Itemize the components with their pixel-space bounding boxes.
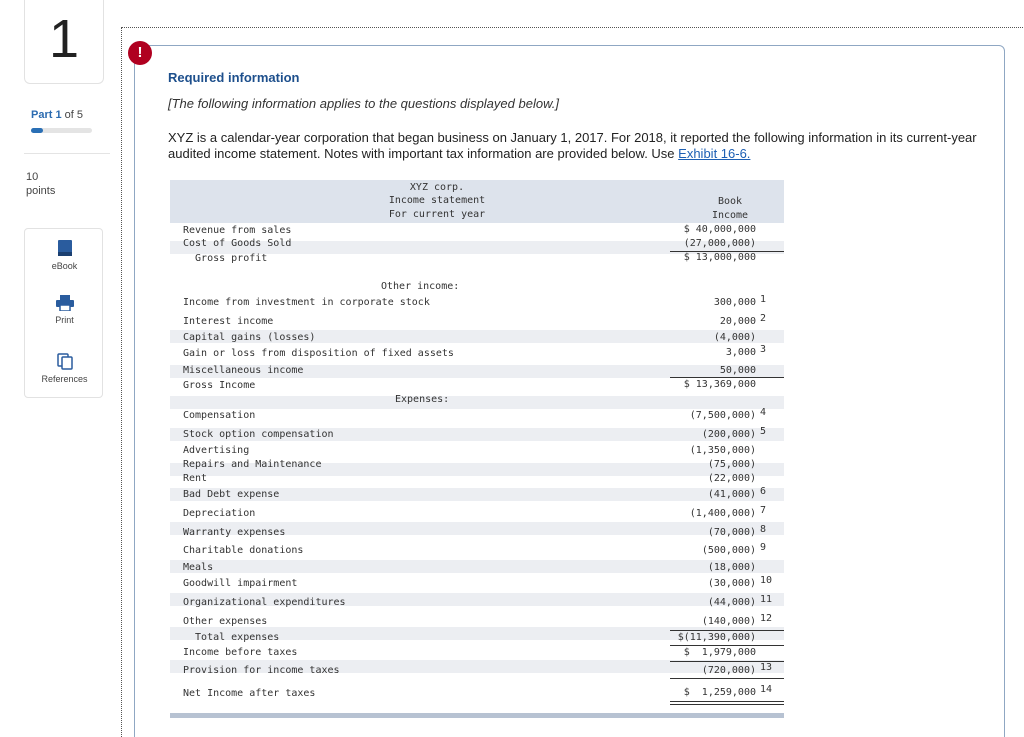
row-label: Cost of Goods Sold [183, 238, 292, 249]
intro-paragraph [168, 130, 978, 162]
row-label: Charitable donations [183, 545, 304, 556]
footnote-marker: 1 [760, 294, 767, 305]
row-value: (1,350,000) [689, 445, 756, 456]
footnote-marker: 10 [760, 575, 773, 586]
footnote-marker: 8 [760, 524, 767, 535]
row-label: Gross profit [183, 253, 268, 264]
required-info-title: Required information [168, 70, 300, 85]
row-value: 300,000 [713, 297, 756, 308]
footnote-marker: 4 [760, 407, 767, 418]
footnote-marker: 13 [760, 662, 773, 673]
row-label: Other expenses [183, 616, 268, 627]
row-label: Total expenses [183, 632, 280, 643]
statement-period: For current year [388, 209, 486, 220]
row-value: (200,000) [701, 429, 756, 440]
print-label: Print [55, 315, 74, 325]
ebook-button[interactable] [25, 239, 104, 271]
sidebar-divider [24, 153, 110, 154]
row-value: (44,000) [707, 597, 756, 608]
references-button[interactable] [25, 353, 104, 384]
column-header-income: Income [711, 210, 749, 221]
row-label: Revenue from sales [183, 225, 292, 236]
row-value: (22,000) [707, 473, 756, 484]
row-value: 50,000 [719, 365, 756, 376]
row-value: $ 40,000,000 [683, 224, 756, 235]
subtotal-rule [670, 630, 784, 631]
row-value: (27,000,000) [683, 238, 756, 249]
row-value: (18,000) [707, 562, 756, 573]
row-value: $(11,390,000) [677, 632, 756, 643]
row-value: (500,000) [701, 545, 756, 556]
row-label: Advertising [183, 445, 250, 456]
row-label: Net Income after taxes [183, 688, 316, 699]
income-statement-table [170, 180, 784, 720]
footnote-marker: 2 [760, 313, 767, 324]
print-button[interactable] [25, 295, 104, 325]
row-value: (70,000) [707, 527, 756, 538]
points-label: points [26, 185, 56, 197]
references-label: References [41, 374, 88, 384]
row-label: Gain or loss from disposition of fixed assets [183, 348, 454, 359]
points-indicator [26, 170, 55, 198]
row-label: Income from investment in corporate stock [183, 297, 430, 308]
row-band [170, 560, 784, 573]
tools-panel [24, 228, 103, 398]
total-double-rule [670, 704, 784, 705]
subtotal-rule [670, 377, 784, 378]
statement-title: Income statement [388, 195, 486, 206]
row-label: Income before taxes [183, 647, 298, 658]
references-icon [57, 353, 73, 370]
part-label: Part [31, 109, 53, 121]
other-income-header: Other income: [381, 281, 460, 292]
footnote-marker: 3 [760, 344, 767, 355]
row-value: (41,000) [707, 489, 756, 500]
row-band [170, 396, 784, 409]
row-value: (30,000) [707, 578, 756, 589]
footnote-marker: 12 [760, 613, 773, 624]
row-label: Capital gains (losses) [183, 332, 316, 343]
statement-footer-band [170, 713, 784, 718]
intro-text: XYZ is a calendar-year corporation that began business on January 1, 2017. For 2018, it reported the following information in its current-year audited income statement. Notes with important tax information are provided below. Use [168, 130, 977, 161]
exhibit-link[interactable]: Exhibit 16-6. [678, 146, 751, 161]
row-value: (7,500,000) [689, 410, 756, 421]
row-label: Goodwill impairment [183, 578, 298, 589]
row-label: Meals [183, 562, 214, 573]
row-label: Repairs and Maintenance [183, 459, 322, 470]
row-value: $ 13,369,000 [683, 379, 756, 390]
subtotal-rule [670, 678, 784, 679]
company-name: XYZ corp. [409, 182, 465, 193]
row-label: Interest income [183, 316, 274, 327]
footnote-marker: 14 [760, 684, 773, 695]
row-label: Compensation [183, 410, 256, 421]
footnote-marker: 7 [760, 505, 767, 516]
row-label: Stock option compensation [183, 429, 334, 440]
row-label: Miscellaneous income [183, 365, 304, 376]
row-value: $ 1,259,000 [683, 687, 756, 698]
ebook-label: eBook [51, 261, 78, 271]
expenses-header: Expenses: [395, 394, 450, 405]
row-label: Warranty expenses [183, 527, 286, 538]
row-value: $ 13,000,000 [683, 252, 756, 263]
row-label: Rent [183, 473, 208, 484]
alert-icon: ! [128, 41, 152, 65]
footnote-marker: 11 [760, 594, 773, 605]
applies-note: [The following information applies to the questions displayed below.] [168, 96, 559, 111]
row-value: (75,000) [707, 459, 756, 470]
part-indicator [31, 109, 83, 121]
part-current: 1 [55, 109, 62, 121]
total-double-rule [670, 701, 784, 702]
row-value: 3,000 [725, 347, 756, 358]
part-progress-bar [31, 128, 92, 133]
book-icon [57, 239, 73, 257]
row-value: $ 1,979,000 [683, 647, 756, 658]
row-value: (720,000) [701, 665, 756, 676]
footnote-marker: 5 [760, 426, 767, 437]
printer-icon [56, 295, 74, 311]
row-label: Gross Income [183, 380, 256, 391]
column-header-book: Book [717, 196, 743, 207]
row-value: (4,000) [713, 332, 756, 343]
row-value: (140,000) [701, 616, 756, 627]
row-label: Organizational expenditures [183, 597, 346, 608]
footnote-marker: 9 [760, 542, 767, 553]
row-value: (1,400,000) [689, 508, 756, 519]
row-value: 20,000 [719, 316, 756, 327]
subtotal-rule [670, 645, 784, 646]
question-number-card [24, 0, 104, 84]
row-label: Depreciation [183, 508, 256, 519]
footnote-marker: 6 [760, 486, 767, 497]
row-label: Provision for income taxes [183, 665, 340, 676]
part-of: of 5 [64, 109, 84, 121]
part-progress-fill [31, 128, 43, 133]
row-label: Bad Debt expense [183, 489, 280, 500]
question-number: 1 [48, 9, 80, 69]
points-value: 10 [26, 171, 39, 183]
